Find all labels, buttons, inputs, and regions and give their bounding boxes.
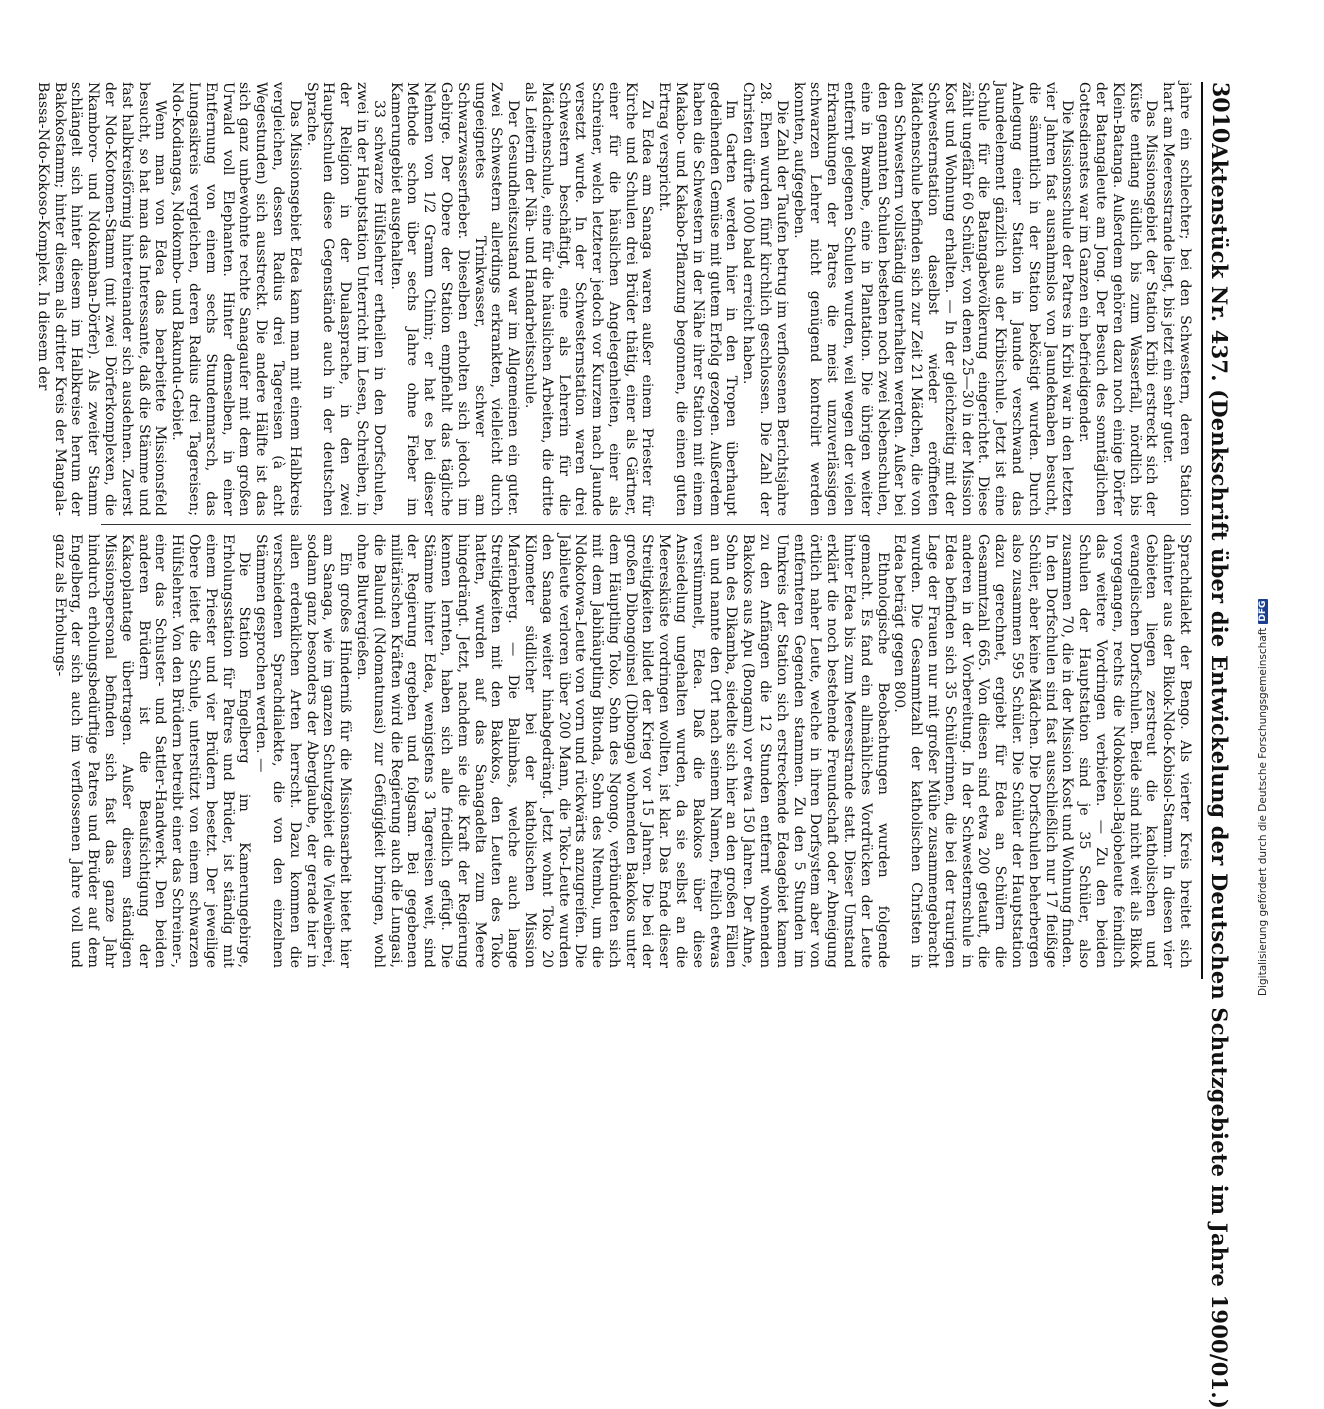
page-number: 3010 bbox=[1207, 82, 1233, 144]
paragraph: jahre ein schlechter; bei den Schwestern, deren Station hart am Meeresstrande liegt, bis jetzt ein sehr guter. bbox=[1160, 82, 1193, 516]
paragraph: Die Missionsschule der Patres in Kribi war in den letzten vier Jahren fast ausnahmslos von Jaundeknaben besucht, die sämmtlich in der Station beköstigt wurden. Durch Anlegung einer Station in Jaunde verschwand das Jaundeelement gänzlich aus der Kribischule. Jetzt ist eine Schule für die Batangabevölkerung eingerichtet. Diese zählt ungefähr 60 Schüler, von denen 25—30 in der Mission Kost und Wohnung erhalten. — In der gleichzeitig mit der Schwesternstation daselbst wieder eröffneten Mädchenschule befinden sich zur Zeit 21 Mädchen, die von den Schwestern vollständig unterhalten werden. Außer bei den genannten Schulen bestehen noch zwei Nebenschulen, eine in Bwambe, eine in Plantation. Die übrigen weiter entfernt gelegenen Schulen wurden, weil wegen der vielen Erkrankungen der Patres die meist unzuverlässigen schwarzen Lehrer nicht genügend kontrolirt werden konnten, aufgegeben. bbox=[790, 82, 1076, 516]
running-title: Aktenstück Nr. 437. (Denkschrift über die Entwickelung der Deutschen Schutzgebiete im Jahre 1900/01.) bbox=[1207, 143, 1232, 1409]
paragraph: Die Zahl der Taufen betrug im verflossenen Berichtsjahre 28. Ehen wurden fünf kirchlich geschlossen. Die Zahl der Christen dürfte 1000 bald erreicht haben. bbox=[740, 82, 790, 516]
left-column bbox=[34, 82, 1193, 516]
paragraph: 33 schwarze Hülfslehrer ertheilen in den Dorfschulen, zwei in der Hauptstation Unterricht im Lesen, Schreiben, in der Religion in der Dualasprache, in den zwei Hauptschulen diese Gegenstände auch in der deutschen Sprache. bbox=[303, 82, 387, 516]
column-divider bbox=[101, 524, 1191, 525]
digitization-credit bbox=[1257, 599, 1269, 996]
paragraph: Der Gesundheitszustand war im Allgemeinen ein guter. Zwei Schwestern allerdings erkrankten, vielleicht durch ungeeignetes Trinkwasser, schwer am Schwarzwasserfieber. Dieselben erholten sich jedoch im Gebirge. Der Obere der Station empfiehlt das tägliche Nehmen von 1/2 Gramm Chinin; er hat es bei dieser Methode schon über sechs Jahre ohne Fieber im Kamerungebiet ausgehalten. bbox=[387, 82, 522, 516]
paragraph: Sprachdialekt der Bengo. Als vierter Kreis breitet sich dahinter aus der Bikok-Ndo-Kobisol-Stamm. In diesen vier Gebieten liegen zerstreut die katholischen und evangelischen Dorfschulen. Beide sind nicht weit als Bikok vorgegangen, rechts die Ndokobisol-Bajobeleute feindlich das weitere Vordringen verbieten. — Zu den beiden Schulen der Hauptstation sind je 35 Schüler, also zusammen 70, die in der Mission Kost und Wohnung finden. In den Dorfschulen sind fast ausschließlich nur 17 fleißige Schüler, aber keine Mädchen. Die Dorfschulen beherbergen also zusammen 595 Schüler. Die Schüler der Hauptstation dazu gerechnet, ergiebt für Edea an Schülern die Gesammtzahl 665. Von diesen sind etwa 200 getauft, die anderen in der Vorbereitung. In der Schwesternschule in Edea befinden sich 35 Schülerinnen, die bei der traurigen Lage der Frauen nur mit großer Mühe zusammengebracht wurden. Die Gesammtzahl der katholischen Christen in Edea beträgt gegen 800. bbox=[891, 534, 1193, 968]
right-column bbox=[51, 534, 1193, 968]
paragraph: Das Missionsgebiet der Station Kribi erstreckt sich der Küste entlang südlich bis zum Wasserfall, nördlich bis Klein-Batanga. Außerdem gehören dazu noch einige Dörfer der Batangaleute am Jong. Der Besuch des sonntäglichen Gottesdienstes war im Ganzen ein befriedigender. bbox=[1076, 82, 1160, 516]
paragraph: Das Missionsgebiet Edea kann man mit einem Halbkreis vergleichen, dessen Radius drei Tagereisen (à acht Wegestunden) sich ausstreckt. Die andere Hälfte ist das sich ganz unbewohnte rechte Sanagaufer mit dem großen Urwald voll Elephanten. Hinter demselben, in einer Entfernung von einem sechs Stundenmarsch, das Lungasikreis vergleichen, deren Radius drei Tagereisen; Ndo-Kodiangas, Ndokombo- und Bakundu-Gebiet. bbox=[169, 82, 303, 516]
paragraph: Zu Edea am Sanaga waren außer einem Priester für Kirche und Schulen drei Brüder thätig, einer als Gärtner, einer für die häuslichen Angelegenheiten, einer als Schreiner, welch letzterer jedoch vor Kurzem nach Jaunde versetzt wurde. In der Schwesternstation waren drei Schwestern beschäftigt, eine als Lehrerin für die Mädchenschule, eine für die häuslichen Arbeiten, die dritte als Leiterin der Näh- und Handarbeitsschule. bbox=[521, 82, 656, 516]
paragraph: Wenn man von Edea das bearbeitete Missionsfeld besucht, so hat man das Interessante, daß die Stämme und fast halbkreisförmig hintereinander sich ausdehnen. Zuerst der Ndo-Kotomen-Stamm (mit zwei Dörferkomplexen, die Nkamboro- und Ndokamban-Dörfer). Als zweiter Stamm schlängelt sich hinter diesem im Halbkreise herum der Bakokostamm; hinter diesem als dritter Kreis der Mangala-Bassa-Ndo-Kokoso-Komplex. In diesem der bbox=[34, 82, 169, 516]
rotated-document-page bbox=[34, 82, 1239, 1409]
paragraph: Ein großes Hinderniß für die Missionsarbeit bietet hier am Sanaga, wie im ganzen Schutzgebiet die Vielweiberei, sodann ganz besonders der Aberglaube, der gerade hier in allen erdenklichen Arten herrscht. Dazu kommen die verschiedenen Sprachdialekte, die von den einzelnen Stämmen gesprochen werden. — bbox=[253, 534, 354, 968]
page-header bbox=[1207, 82, 1239, 1409]
dfg-logo: DFG bbox=[1258, 600, 1268, 622]
paragraph: Im Garten werden hier in den Tropen überhaupt gedeihenden Gemüse mit gutem Erfolg gezogen. Außerdem haben die Schwestern in der Nähe ihrer Station mit einem Makabo- und Kakabo-Pflanzung begonnen, die einen guten Ertrag verspricht. bbox=[656, 82, 740, 516]
paragraph: Die Station Engelberg im Kamerungebirge, Erholungsstation für Patres und Brüder, ist ständig mit einem Priester und vier Brüdern besetzt. Der jeweilige Obere leitet die Schule, unterstützt von einem schwarzen Hülfslehrer. Von den Brüdern betreibt einer das Schreiner-, einer das Schuster- und Sattler-Handwerk. Den beiden anderen Brüdern ist die Beaufsichtigung der Kakaoplantage übertragen. Außer diesem ständigen Missionspersonal befinden sich fast das ganze Jahr hindurch erholungsbedürftige Patres und Brüder auf dem Engelberg, der sich auch im verflossenen Jahre voll und ganz als Erholungs- bbox=[51, 534, 253, 968]
header-rule bbox=[1201, 82, 1203, 979]
paragraph: Ethnologische Beobachtungen wurden folgende gemacht. Es fand ein allmähliches Vordrücken der Leute hinter Edea bis zum Meeresstrande statt. Dieser Umstand erklärt die noch bestehende Freundschaft oder Abneigung örtlich naher Leute, welche in ihren Dorfsystem aber von entfernteren Gegenden stammen. Zu den 5 Stunden im Umkreis der Station sich erstreckende Edeagebiet kamen zu den Anfängen die 12 Stunden entfernt wohnenden Bakokos aus Apu (Bongam) vor etwa 150 Jahren. Der Ahne, Sohn des Dikamba, siedelte sich hier an den großen Fällen an und nannte den Ort nach seinem Namen, freilich etwas verstümmelt, Edea. Daß die Bakokos über diese Ansiedelung ungehalten wurden, da sie selbst an die Meeresküste vordringen wollten, ist klar. Das Ende dieser Streitigkeiten bildet der Krieg vor 15 Jahren. Die bei der großen Dibongoinsel (Dibonga) wohnenden Bakokos unter dem Häuptling Toko, Sohn des Ngongo, verbündeten sich mit dem Jabihäuptling Bitonda, Sohn des Ntembu, um die Ndokotowa-Leute von vorn und rückwärts anzugreifen. Die Jabileute verloren über 200 Mann, die Toko-Leute wurden den Sanaga weiter hinabgedrängt. Jetzt wohnt Toko 20 Kilometer südlicher bei der katholischen Mission Marienberg. — Die Balimbas, welche auch lange Streitigkeiten mit den Bakokos, den Leuten des Toko hatten, wurden auf das Sanagadelta zum Meere hingedrängt. Jetzt, nachdem sie die Kraft der Regierung kennen lernten, haben sich alle friedlich gefügt. Die Stämme hinter Edea, wenigstens 3 Tagereisen weit, sind der Regierung ergeben und folgsam. Bei gegebenen militärischen Kräften wird die Regierung auch die Lungasi, die Balundi (Ndomatunasi) zur Gefügigkeit bringen, wohl ohne Blutvergießen. bbox=[353, 534, 891, 968]
credit-text: Digitalisierung gefördert durch die Deutsche Forschungsgemeinschaft bbox=[1257, 627, 1269, 996]
